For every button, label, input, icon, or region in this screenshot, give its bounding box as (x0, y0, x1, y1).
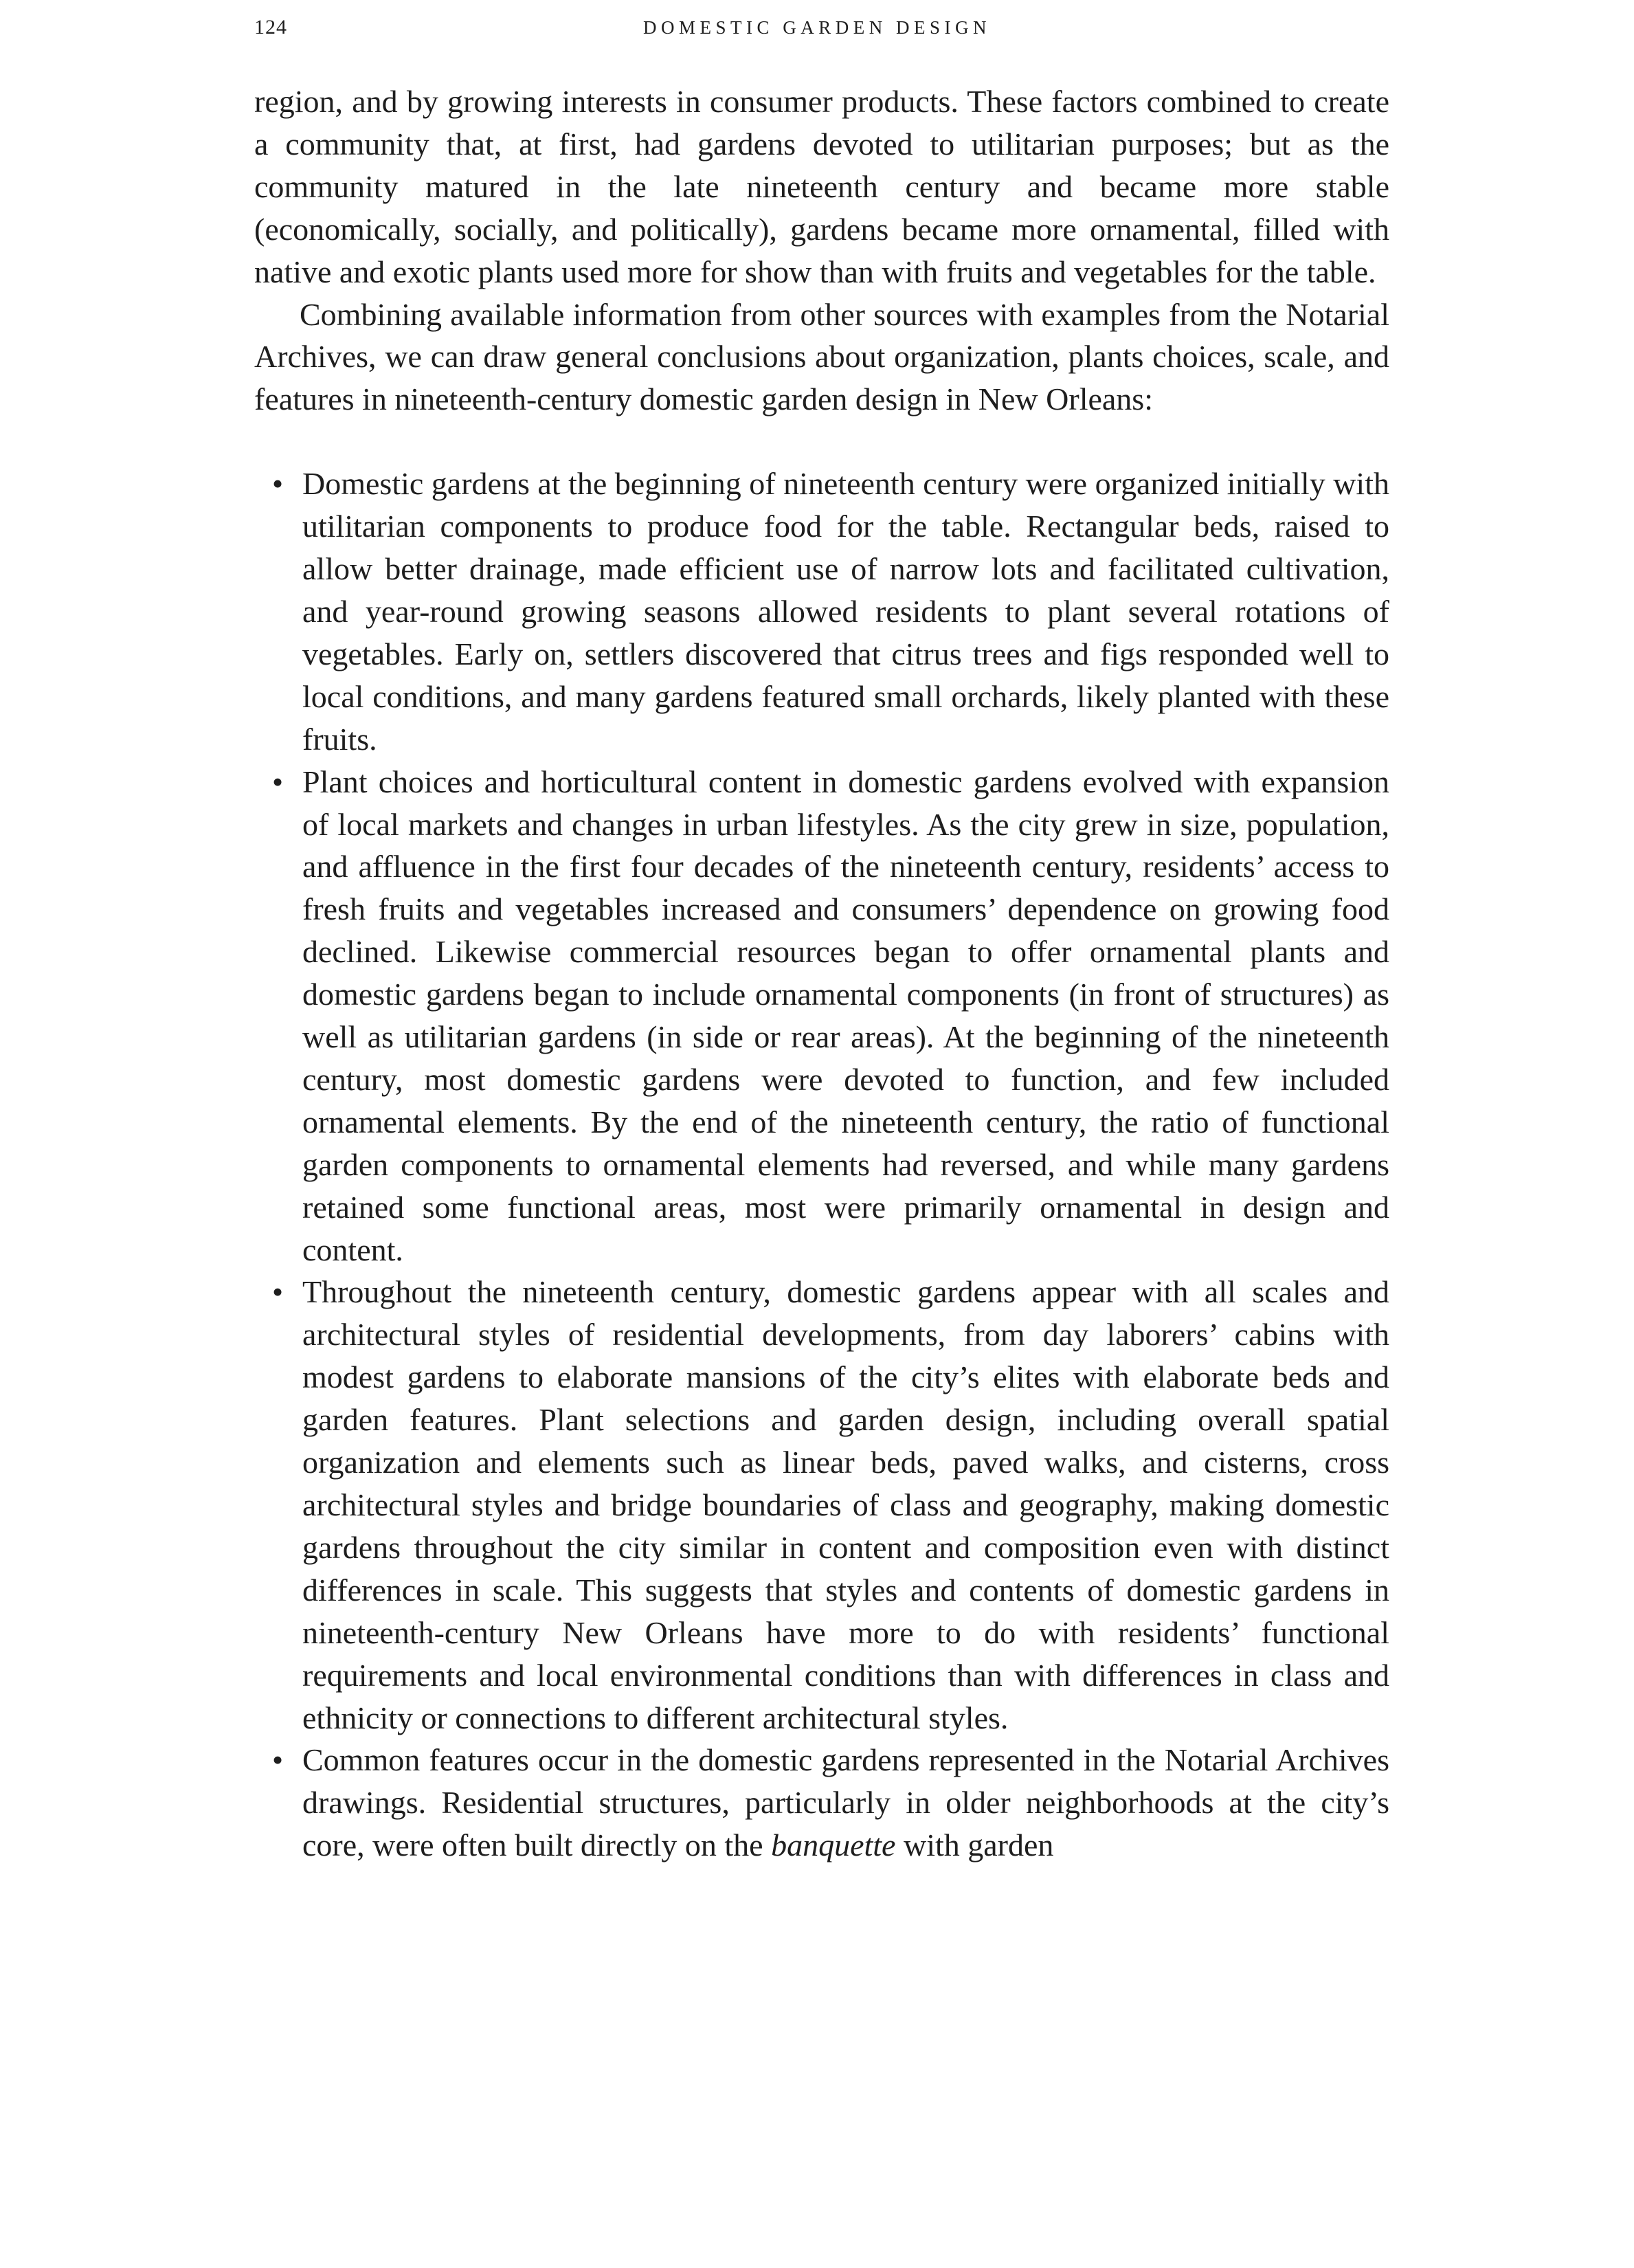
list-item-text (302, 1742, 1389, 1863)
italic-term: banquette (771, 1827, 896, 1863)
list-item-scale (254, 1271, 1389, 1739)
list-item-plant-choices (254, 761, 1389, 1271)
conclusions-list (254, 463, 1389, 1867)
list-item-common-features (254, 1739, 1389, 1867)
paragraph-conclusions-intro: Combining available information from other sources with examples from the Notarial Archives, we can draw general conclusions about organization, plants choices, scale, and features in nineteenth-century domestic garden design in New Orleans: (254, 296, 1389, 417)
bullet-icon: • (272, 466, 284, 502)
body-text (254, 80, 1389, 1867)
list-item-text-end: with garden (895, 1827, 1054, 1863)
bullet-icon: • (272, 764, 284, 799)
list-item-organization (254, 463, 1389, 760)
list-item-text: Throughout the nineteenth century, domestic gardens appear with all scales and architectural styles of residential developments, from day laborers’ cabins with modest gardens to elaborate mansions of the city’s elites with elaborate beds and garden features. Plant selections and garden design, including overall spatial organization and elements such as linear beds, paved walks, and cisterns, cross architectural styles and bridge boundaries of class and geography, making domestic gardens throughout the city similar in content and composition even with distinct differences in scale. This suggests that styles and contents of domestic gardens in nineteenth-century New Orleans have more to do with residents’ functional requirements and local environmental conditions than with differences in class and ethnicity or connections to different architectural styles. (302, 1274, 1389, 1735)
list-item-text: Domestic gardens at the beginning of nineteenth century were organized initially with utilitarian components to produce food for the table. Rectangular beds, raised to allow better drainage, made efficient use of narrow lots and facilitated cultivation, and year-round growing seasons allowed residents to plant several rotations of vegetables. Early on, settlers discovered that citrus trees and figs responded well to local conditions, and many gardens featured small orchards, likely planted with these fruits. (302, 466, 1389, 757)
bullet-icon: • (272, 1274, 284, 1310)
list-item-text: Plant choices and horticultural content in domestic gardens evolved with expansion of local markets and changes in urban lifestyles. As the city grew in size, population, and affluence in the first four decades of the nineteenth century, residents’ access to fresh fruits and vegetables increased and consumers’ dependence on growing food declined. Likewise commercial resources began to offer ornamental plants and domestic gardens began to include ornamental components (in front of structures) as well as utilitarian gardens (in side or rear areas). At the beginning of the nineteenth century, most domestic gardens were devoted to function, and few included ornamental elements. By the end of the nineteenth century, the ratio of functional garden components to ornamental elements had reversed, and while many gardens retained some functional areas, most were primarily ornamental in design and content. (302, 764, 1389, 1267)
running-title: DOMESTIC GARDEN DESIGN (643, 17, 991, 38)
bullet-icon: • (272, 1742, 284, 1778)
running-head (0, 14, 1634, 41)
page-number: 124 (254, 16, 287, 38)
list-item-text-start: Common features occur in the domestic gardens represented in the Notarial Archives drawings. Residential structures, particularly in older neighborhoods at the city’s core, were often built directly on the (302, 1742, 1389, 1863)
paragraph-continuation: region, and by growing interests in consumer products. These factors combined to create a community that, at first, had gardens devoted to utilitarian purposes; but as the community matured in the late nineteenth century and became more stable (economically, socially, and politically), gardens became more ornamental, filled with native and exotic plants used more for show than with fruits and vegetables for the table. (254, 84, 1389, 289)
